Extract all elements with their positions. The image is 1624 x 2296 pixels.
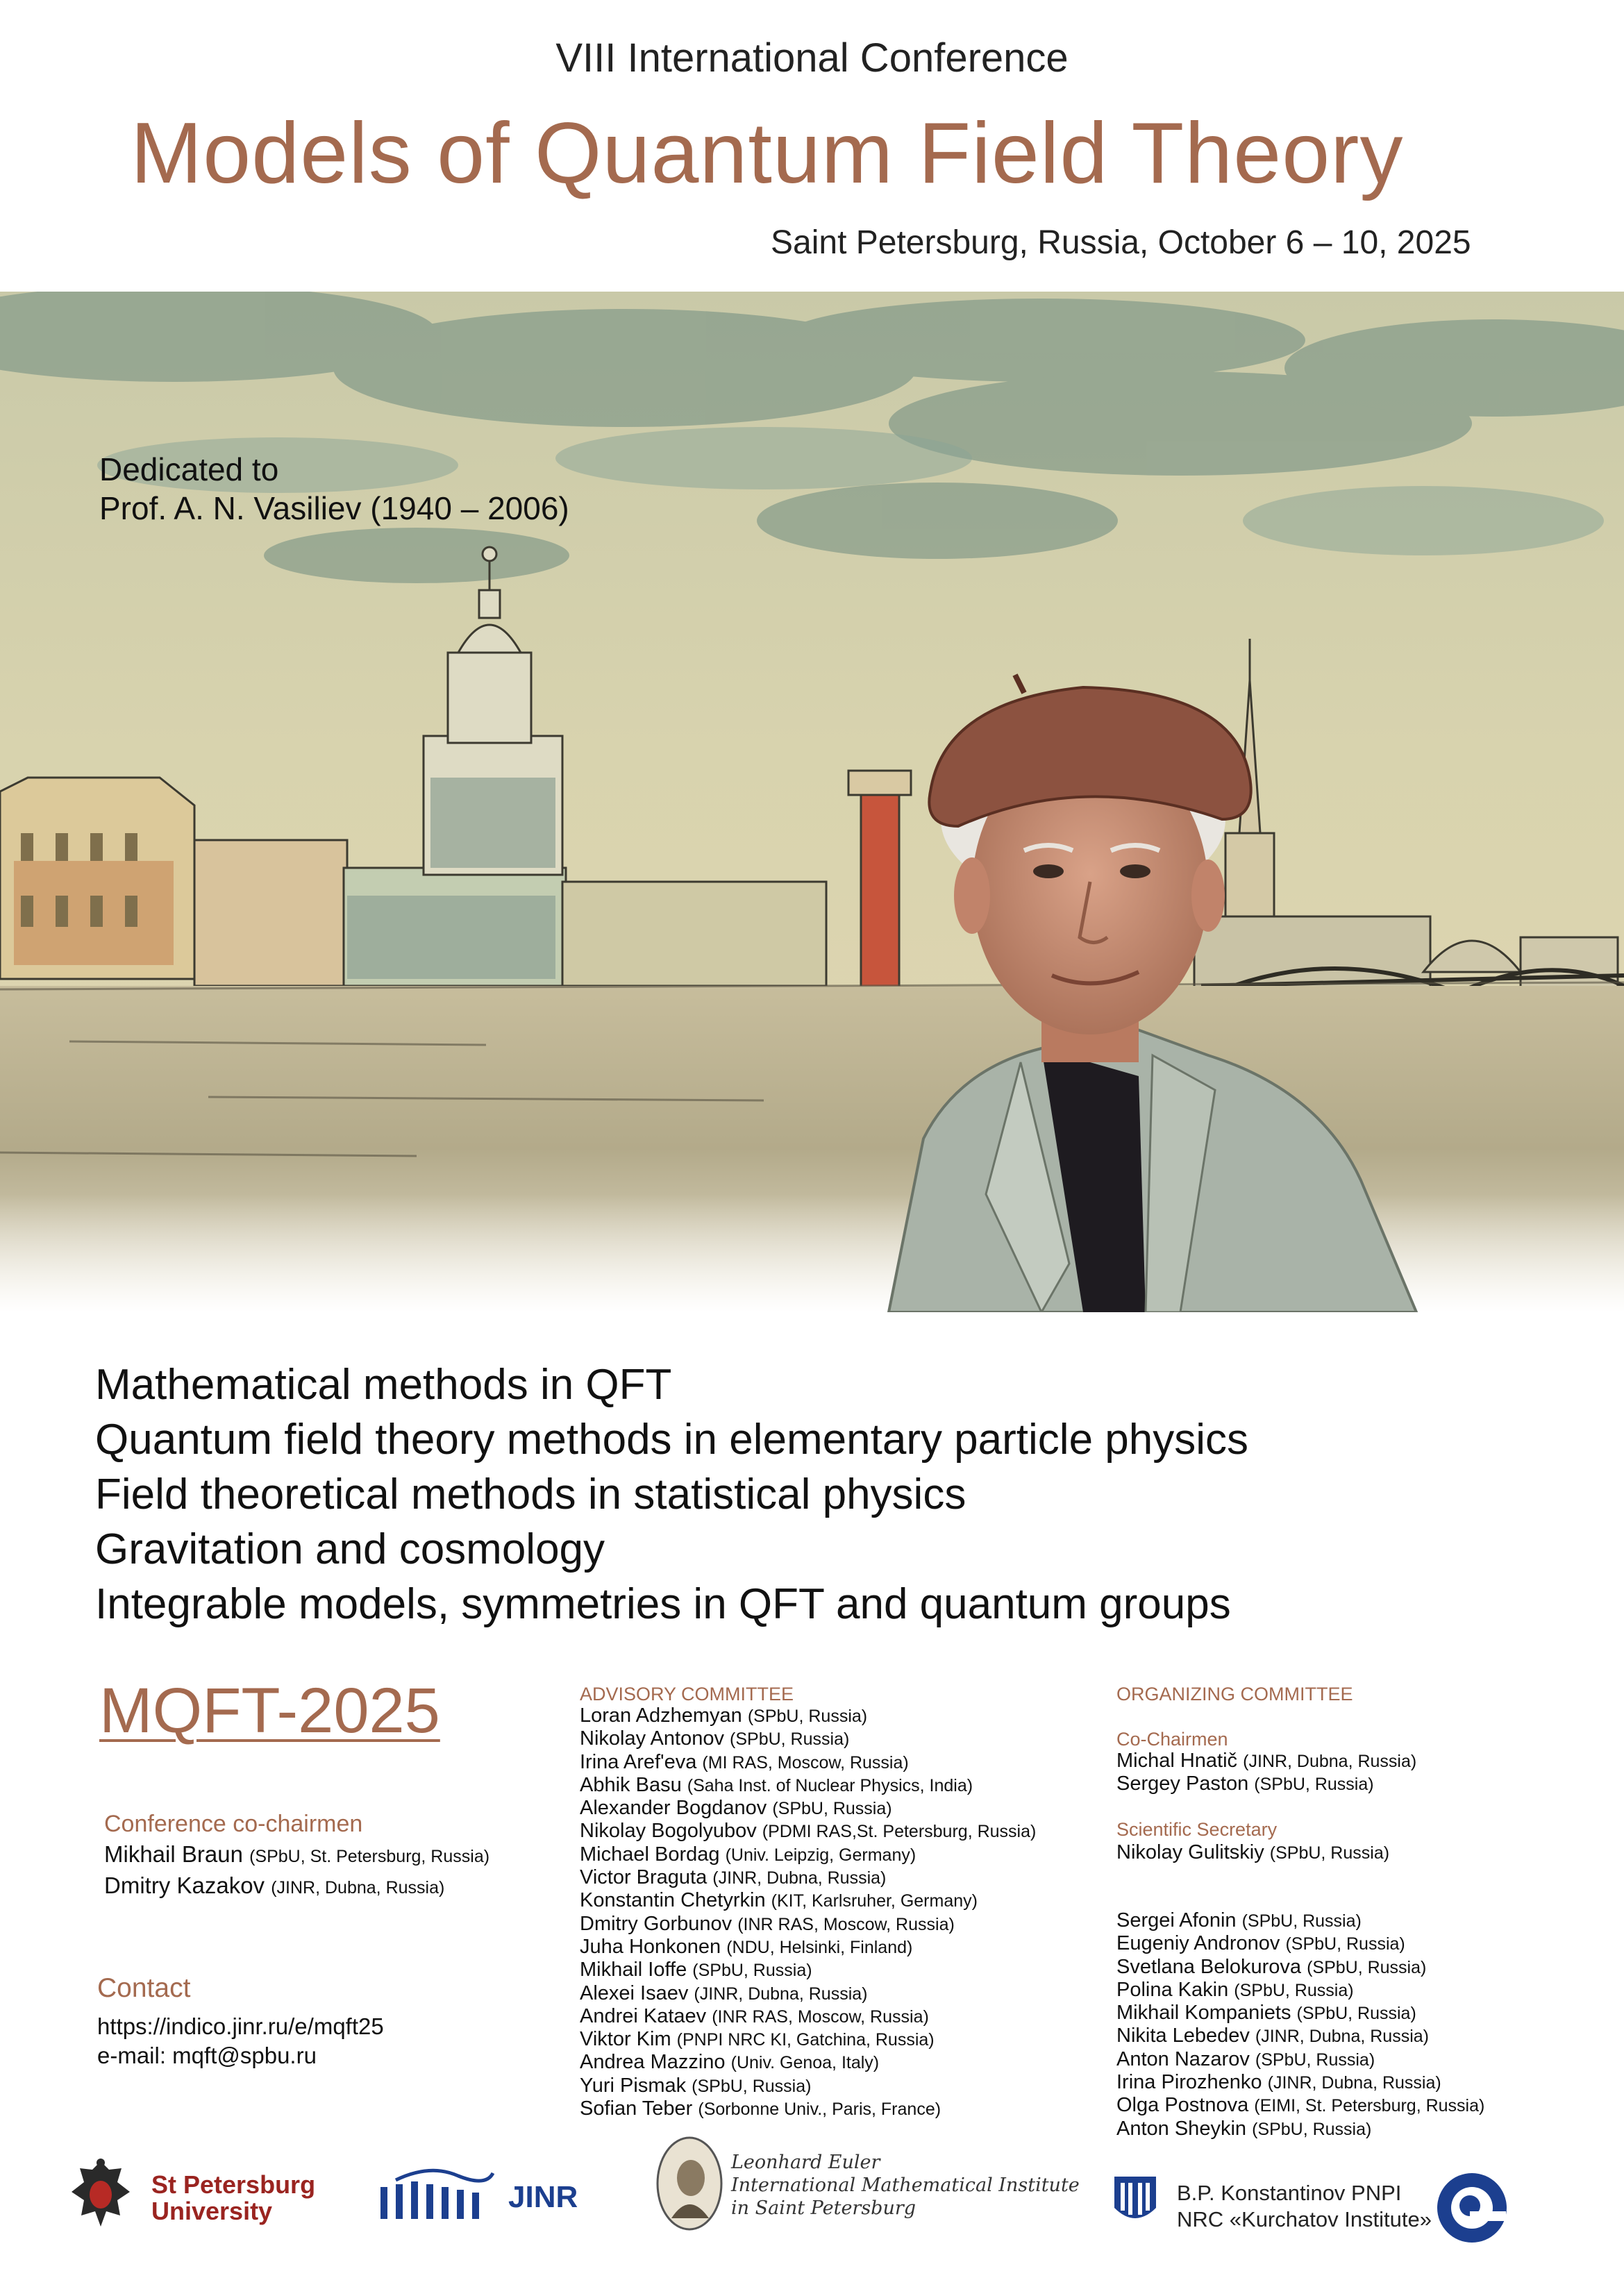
committee-member: Nikolay Bogolyubov (PDMI RAS,St. Petersburg, Russia)	[580, 1820, 1037, 1843]
committee-member: Svetlana Belokurova (SPbU, Russia)	[1116, 1955, 1427, 1978]
advisory-title: ADVISORY COMMITTEE	[580, 1684, 794, 1704]
conference-acronym: MQFT-2025	[99, 1675, 440, 1746]
cochairmen-title: Conference co-chairmen	[104, 1811, 363, 1837]
committee-member: Viktor Kim (PNPI NRC KI, Gatchina, Russia)	[580, 2028, 935, 2051]
contact-title: Contact	[97, 1973, 191, 2003]
committee-member: Andrei Kataev (INR RAS, Moscow, Russia)	[580, 2004, 929, 2027]
committee-member: Mikhail Kompaniets (SPbU, Russia)	[1116, 2002, 1416, 2025]
committee-member: Konstantin Chetyrkin (KIT, Karlsruher, Germany)	[580, 1889, 978, 1912]
secretary-title: Scientific Secretary	[1116, 1819, 1278, 1840]
spbu-crest-icon	[66, 2156, 135, 2232]
committee-member: Dmitry Gorbunov (INR RAS, Moscow, Russia)	[580, 1912, 955, 1935]
org-cochairmen-title: Co-Chairmen	[1116, 1729, 1228, 1750]
committee-member: Eugeniy Andronov (SPbU, Russia)	[1116, 1932, 1405, 1955]
committee-member: Olga Postnova (EIMI, St. Petersburg, Russia)	[1116, 2094, 1485, 2117]
topic-item: Quantum field theory methods in elementary particle physics	[95, 1416, 1249, 1464]
pnpi-text: B.P. Konstantinov PNPI NRC «Kurchatov Institute»	[1177, 2181, 1432, 2231]
committee-member: Alexei Isaev (JINR, Dubna, Russia)	[580, 1981, 868, 2004]
banner-image	[0, 292, 1624, 1312]
committee-member: Victor Braguta (JINR, Dubna, Russia)	[580, 1866, 887, 1889]
committee-member: Juha Honkonen (NDU, Helsinki, Finland)	[580, 1935, 913, 1958]
topic-item: Gravitation and cosmology	[95, 1525, 605, 1573]
contact-email[interactable]: e-mail: mqft@spbu.ru	[97, 2043, 317, 2068]
committee-member: Alexander Bogdanov (SPbU, Russia)	[580, 1797, 892, 1820]
committee-member: Irina Aref'eva (MI RAS, Moscow, Russia)	[580, 1750, 909, 1773]
org-cochairmen-list	[1116, 1750, 1416, 1796]
conference-subtitle: VIII International Conference	[555, 35, 1069, 81]
pnpi-emblem-icon	[1111, 2173, 1160, 2229]
jinr-logo-text: JINR	[508, 2180, 578, 2214]
committee-member: Sergei Afonin (SPbU, Russia)	[1116, 1909, 1362, 1932]
committee-member: Anton Nazarov (SPbU, Russia)	[1116, 2047, 1375, 2070]
euler-institute-text: Leonhard Euler International Mathematical Institute in Saint Petersburg	[731, 2152, 1080, 2219]
committee-member: Yuri Pismak (SPbU, Russia)	[580, 2074, 812, 2097]
committee-member: Anton Sheykin (SPbU, Russia)	[1116, 2117, 1372, 2140]
topic-item: Field theoretical methods in statistical physics	[95, 1470, 966, 1518]
committee-member: Sofian Teber (Sorbonne Univ., Paris, France)	[580, 2097, 941, 2120]
cochairmen-list	[104, 1840, 489, 1902]
topic-item: Integrable models, symmetries in QFT and quantum groups	[95, 1580, 1231, 1628]
cochairman: Dmitry Kazakov (JINR, Dubna, Russia)	[104, 1872, 445, 1898]
euler-portrait-icon	[655, 2135, 724, 2232]
secretary: Nikolay Gulitskiy (SPbU, Russia)	[1116, 1841, 1390, 1863]
advisory-list	[580, 1704, 1036, 2120]
conference-title: Models of Quantum Field Theory	[131, 106, 1404, 201]
committee-member: Michael Bordag (Univ. Leipzig, Germany)	[580, 1843, 916, 1866]
committee-member: Loran Adzhemyan (SPbU, Russia)	[580, 1704, 868, 1727]
org-cochairman: Michal Hnatič (JINR, Dubna, Russia)	[1116, 1750, 1417, 1772]
topic-item: Mathematical methods in QFT	[95, 1361, 672, 1409]
dedication-line1: Dedicated to	[99, 451, 279, 487]
org-cochairman: Sergey Paston (SPbU, Russia)	[1116, 1773, 1374, 1795]
cochairman: Mikhail Braun (SPbU, St. Petersburg, Russia)	[104, 1841, 490, 1867]
committee-member: Irina Pirozhenko (JINR, Dubna, Russia)	[1116, 2071, 1441, 2094]
committee-member: Nikolay Antonov (SPbU, Russia)	[580, 1727, 850, 1750]
jinr-logo-icon	[375, 2166, 500, 2222]
organizing-list	[1116, 1909, 1484, 2140]
committee-member: Abhik Basu (Saha Inst. of Nuclear Physics, India)	[580, 1773, 973, 1796]
contact-block	[97, 2012, 384, 2070]
organizing-title: ORGANIZING COMMITTEE	[1116, 1684, 1353, 1704]
conference-place-date: Saint Petersburg, Russia, October 6 – 10, 2025	[771, 224, 1471, 261]
kurchatov-emblem-icon	[1434, 2170, 1510, 2246]
spbu-logo-text: St Petersburg University	[151, 2170, 316, 2225]
dedication-line2: Prof. A. N. Vasiliev (1940 – 2006)	[99, 490, 569, 526]
committee-member: Nikita Lebedev (JINR, Dubna, Russia)	[1116, 2025, 1429, 2047]
dedication	[99, 450, 569, 528]
committee-member: Mikhail Ioffe (SPbU, Russia)	[580, 1959, 812, 1981]
committee-member: Andrea Mazzino (Univ. Genoa, Italy)	[580, 2051, 880, 2074]
committee-member: Polina Kakin (SPbU, Russia)	[1116, 1978, 1354, 2001]
contact-url[interactable]: https://indico.jinr.ru/e/mqft25	[97, 2013, 384, 2039]
topics-list	[95, 1357, 1248, 1632]
